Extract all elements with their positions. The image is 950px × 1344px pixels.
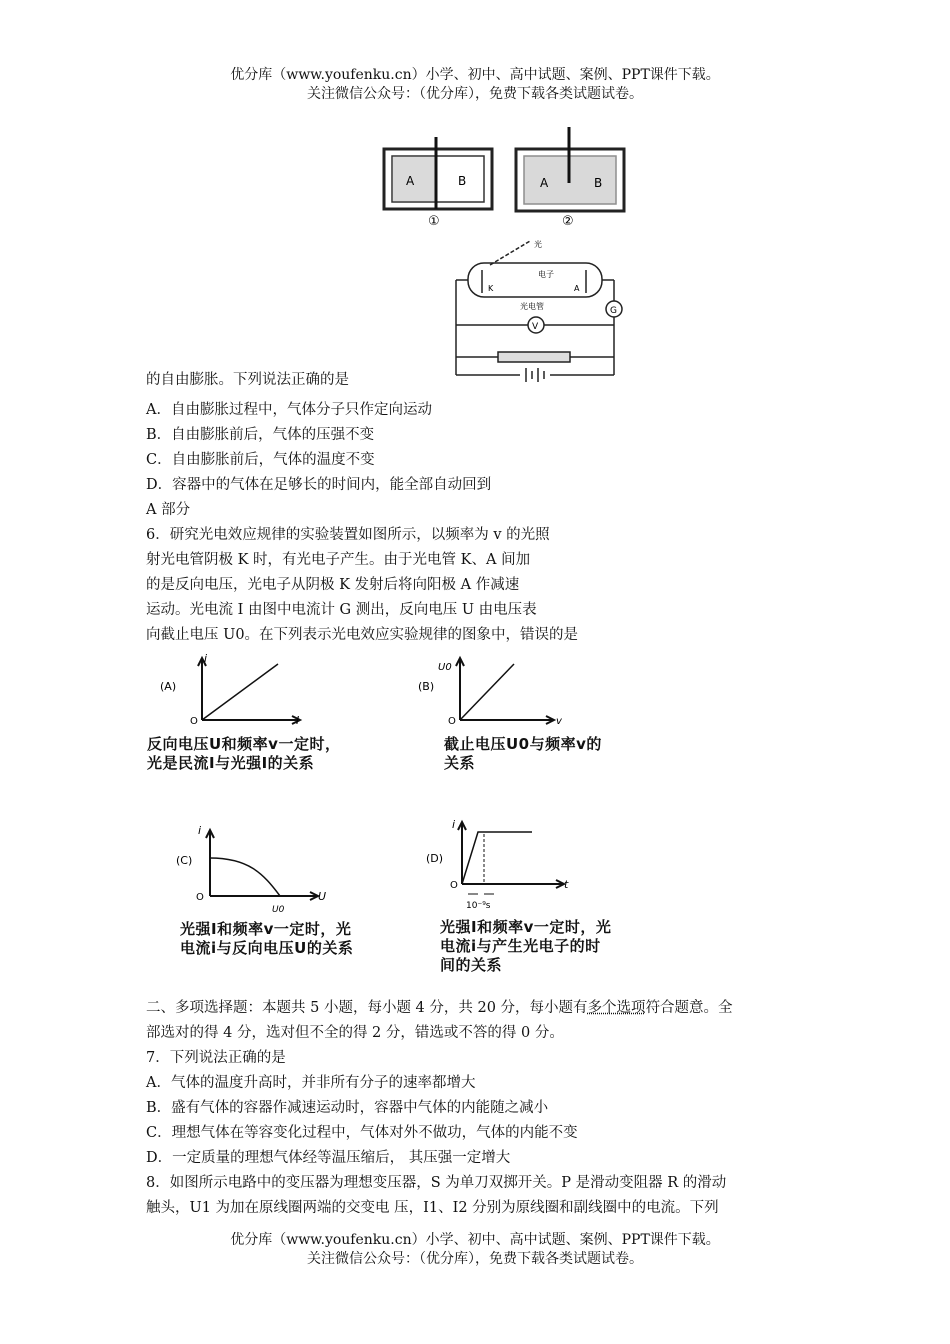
q7-option-a: A．气体的温度升高时，并非所有分子的速率都增大 [146,1075,476,1091]
electron-label: 电子 [538,270,554,279]
q6-line-2: 射光电管阴极 K 时，有光电子产生。由于光电管 K、A 间加 [146,552,531,568]
header-line-1: 优分库（www.youfenku.cn）小学、初中、高中试题、案例、PPT课件下载。 [230,67,720,83]
graph-d [422,812,582,916]
q7-option-d: D．一定质量的理想气体经等温压缩后， 其压强一定增大 [146,1150,511,1166]
box2-number: ② [562,214,574,229]
gas-box-2 [516,127,624,229]
q5-option-d: D．容器中的气体在足够长的时间内，能全部自动回到 [146,477,492,493]
anode-label: A [574,284,580,293]
graph-b-caption-2: 关系 [444,754,476,772]
graph-d-tag: (D) [426,852,444,865]
graph-d-y-label: i [452,818,456,831]
q6-line-1: 6．研究光电效应规律的实验装置如图所示，以频率为 v 的光照 [146,527,550,543]
cathode-label: K [488,284,494,293]
graph-a-caption [147,735,340,773]
box2-a-label: A [540,176,549,190]
graph-c-y-label: i [198,824,202,837]
graph-a-caption-1: 反向电压U和频率v一定时， [147,735,341,753]
graph-b-origin: O [448,716,456,727]
q8-line-1: 8．如图所示电路中的变压器为理想变压器，S 为单刀双掷开关。P 是滑动变阻器 R 的滑动 [146,1175,727,1191]
q5-option-c: C．自由膨胀前后，气体的温度不变 [146,452,375,468]
graph-d-tick: 10⁻⁹s [466,901,491,911]
q8-line-2: 触头，U1 为加在原线圈两端的交变电 压，I1、I2 分别为原线圈和副线圈中的电流。下列 [146,1200,719,1216]
q5-stem-tail: 的自由膨胀。下列说法正确的是 [146,372,349,388]
section2-line-1 [146,998,733,1018]
section2-line-1-underlined: 多个选项 [587,1000,646,1016]
page-footer [0,1231,950,1269]
graph-b-x-label: v [556,716,562,727]
q6-line-4: 运动。光电流 I 由图中电流计 G 测出，反向电压 U 由电压表 [146,602,537,618]
q7-option-b: B．盛有气体的容器作减速运动时，容器中气体的内能随之减小 [146,1100,549,1116]
box1-number: ① [428,214,440,229]
graph-b-caption-1: 截止电压U0与频率v的 [444,735,602,753]
graph-b-y-label: U0 [438,662,452,673]
graph-c-tick: U0 [272,905,285,915]
photoelectric-circuit [456,241,622,382]
graph-a-origin: O [190,716,198,727]
box1-a-label: A [406,174,415,188]
q5-option-d-cont: A 部分 [146,502,191,518]
box1-b-label: B [458,174,467,188]
q5-option-b: B．自由膨胀前后，气体的压强不变 [146,427,375,443]
graph-b-caption [444,735,602,773]
graph-d-caption [440,918,611,975]
footer-line-2: 关注微信公众号：（优分库），免费下载各类试题试卷。 [307,1251,643,1267]
page-header [0,66,950,104]
graph-a-tag: (A) [160,680,177,693]
footer-line-1: 优分库（www.youfenku.cn）小学、初中、高中试题、案例、PPT课件下载。 [230,1232,720,1248]
figure-top [370,125,650,385]
light-label: 光 [534,240,542,249]
graph-a-caption-2: 光是民流I与光强I的关系 [147,754,315,772]
section2-line-1-pre: 二、多项选择题：本题共 5 小题，每小题 4 分，共 20 分，每小题有 [146,1000,588,1016]
graph-d-caption-2: 电流i与产生光电子的时 [440,937,601,955]
graph-c-caption [180,920,353,958]
box2-b-label: B [594,176,603,190]
voltmeter-label: V [532,322,539,332]
graph-a [160,650,310,730]
graph-c [168,818,338,918]
graph-d-caption-1: 光强I和频率v一定时，光 [440,918,612,936]
graph-a-x-label: I [296,714,300,727]
graph-d-x-label: t [564,878,569,891]
galvanometer-label: G [610,306,617,316]
graph-b [418,650,568,730]
graph-c-x-label: U [318,890,327,903]
q6-line-5: 向截止电压 U0。在下列表示光电效应实验规律的图象中，错误的是 [146,627,579,643]
q6-line-3: 的是反向电压，光电子从阴极 K 发射后将向阳极 A 作减速 [146,577,520,593]
graph-a-y-label: i [204,652,208,665]
section2-line-2: 部选对的得 4 分，选对但不全的得 2 分，错选或不答的得 0 分。 [146,1025,564,1041]
q5-option-a: A．自由膨胀过程中，气体分子只作定向运动 [146,402,432,418]
graph-b-tag: (B) [418,680,435,693]
header-line-2: 关注微信公众号：（优分库），免费下载各类试题试卷。 [307,86,643,102]
gas-box-1 [384,137,492,229]
section2-line-1-post: 符合题意。全 [645,1000,733,1016]
tube-label: 光电管 [520,302,544,311]
graph-c-caption-2: 电流i与反向电压U的关系 [180,939,354,957]
graph-c-caption-1: 光强I和频率v一定时，光 [180,920,352,938]
q7-stem: 7．下列说法正确的是 [146,1050,286,1066]
graph-c-origin: O [196,892,204,903]
q7-option-c: C．理想气体在等容变化过程中，气体对外不做功，气体的内能不变 [146,1125,578,1141]
graph-d-caption-3: 间的关系 [440,956,503,974]
graph-d-origin: O [450,880,458,891]
graph-c-tag: (C) [176,854,193,867]
